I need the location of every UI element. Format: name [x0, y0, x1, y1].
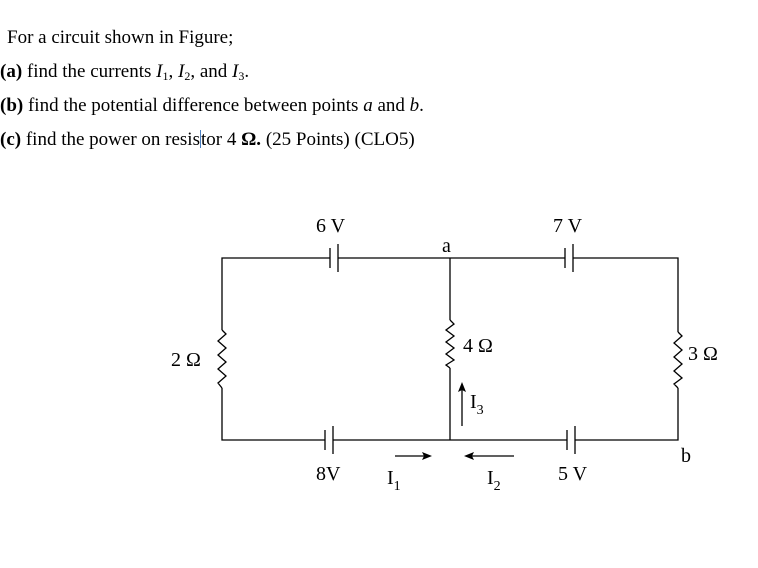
- current-i1-symbol: I: [156, 61, 163, 82]
- label-point-b: b: [681, 445, 691, 467]
- current-i1-subscript: 1: [162, 69, 169, 83]
- battery-top-right: [565, 244, 573, 272]
- battery-bottom-right: [567, 426, 575, 454]
- label-point-a: a: [442, 235, 451, 257]
- part-b-point-a: a: [363, 95, 373, 116]
- resistor-right-3-ohm: [674, 332, 682, 388]
- label-3-ohm: 3 Ω: [688, 343, 718, 365]
- part-b-point-b: b: [409, 95, 420, 116]
- circuit-wires: [222, 258, 678, 440]
- question-a: (a) find the currents $I_1$, $I_2$, and $I_3$.: [0, 61, 250, 83]
- intro-text: For a circuit shown in Figure;: [7, 27, 234, 48]
- resistor-middle-4-ohm: [446, 320, 454, 368]
- battery-top-left: [330, 244, 338, 272]
- part-a-and: , and: [190, 61, 228, 82]
- arrow-i1: [395, 452, 432, 460]
- part-c-text-post: tor 4: [200, 129, 237, 150]
- current-i2-symbol: I: [178, 61, 185, 82]
- label-i2: $I_2$: [487, 467, 501, 494]
- part-a-text: find the currents: [26, 61, 152, 82]
- label-i3: $I_3$: [470, 391, 484, 418]
- label-4-ohm: 4 Ω: [463, 335, 493, 357]
- label-8v: 8V: [316, 463, 341, 485]
- part-c-text-pre: find the power on resis: [25, 129, 200, 150]
- label-i1: $I_1$: [387, 467, 401, 494]
- label-6v: 6 V: [316, 215, 346, 237]
- wire-bottom-left: [222, 388, 325, 440]
- part-b-text: find the potential difference between points: [27, 95, 359, 116]
- current-i3-subscript: 3: [238, 69, 245, 83]
- part-c-label: (c): [0, 129, 22, 150]
- wire-top-left: [222, 258, 330, 330]
- battery-bottom-left: [325, 426, 333, 454]
- question-b: (b) find the potential difference between points a and b.: [0, 95, 424, 116]
- label-7v: 7 V: [553, 215, 583, 237]
- wire-top-right: [573, 258, 678, 332]
- part-c-ohm: Ω.: [241, 129, 262, 150]
- label-5v: 5 V: [558, 463, 588, 485]
- label-2-ohm: 2 Ω: [171, 349, 201, 371]
- part-a-label: (a): [0, 61, 23, 82]
- wire-bottom-right: [575, 388, 678, 440]
- current-i2-subscript: 2: [184, 69, 191, 83]
- arrow-i3: [458, 382, 466, 426]
- current-i3-symbol: I: [232, 61, 239, 82]
- part-b-and: and: [377, 95, 405, 116]
- part-b-label: (b): [0, 95, 24, 116]
- part-c-points: (25 Points) (CLO5): [265, 129, 415, 150]
- arrow-i2: [464, 452, 514, 460]
- resistor-left-2-ohm: [218, 330, 226, 388]
